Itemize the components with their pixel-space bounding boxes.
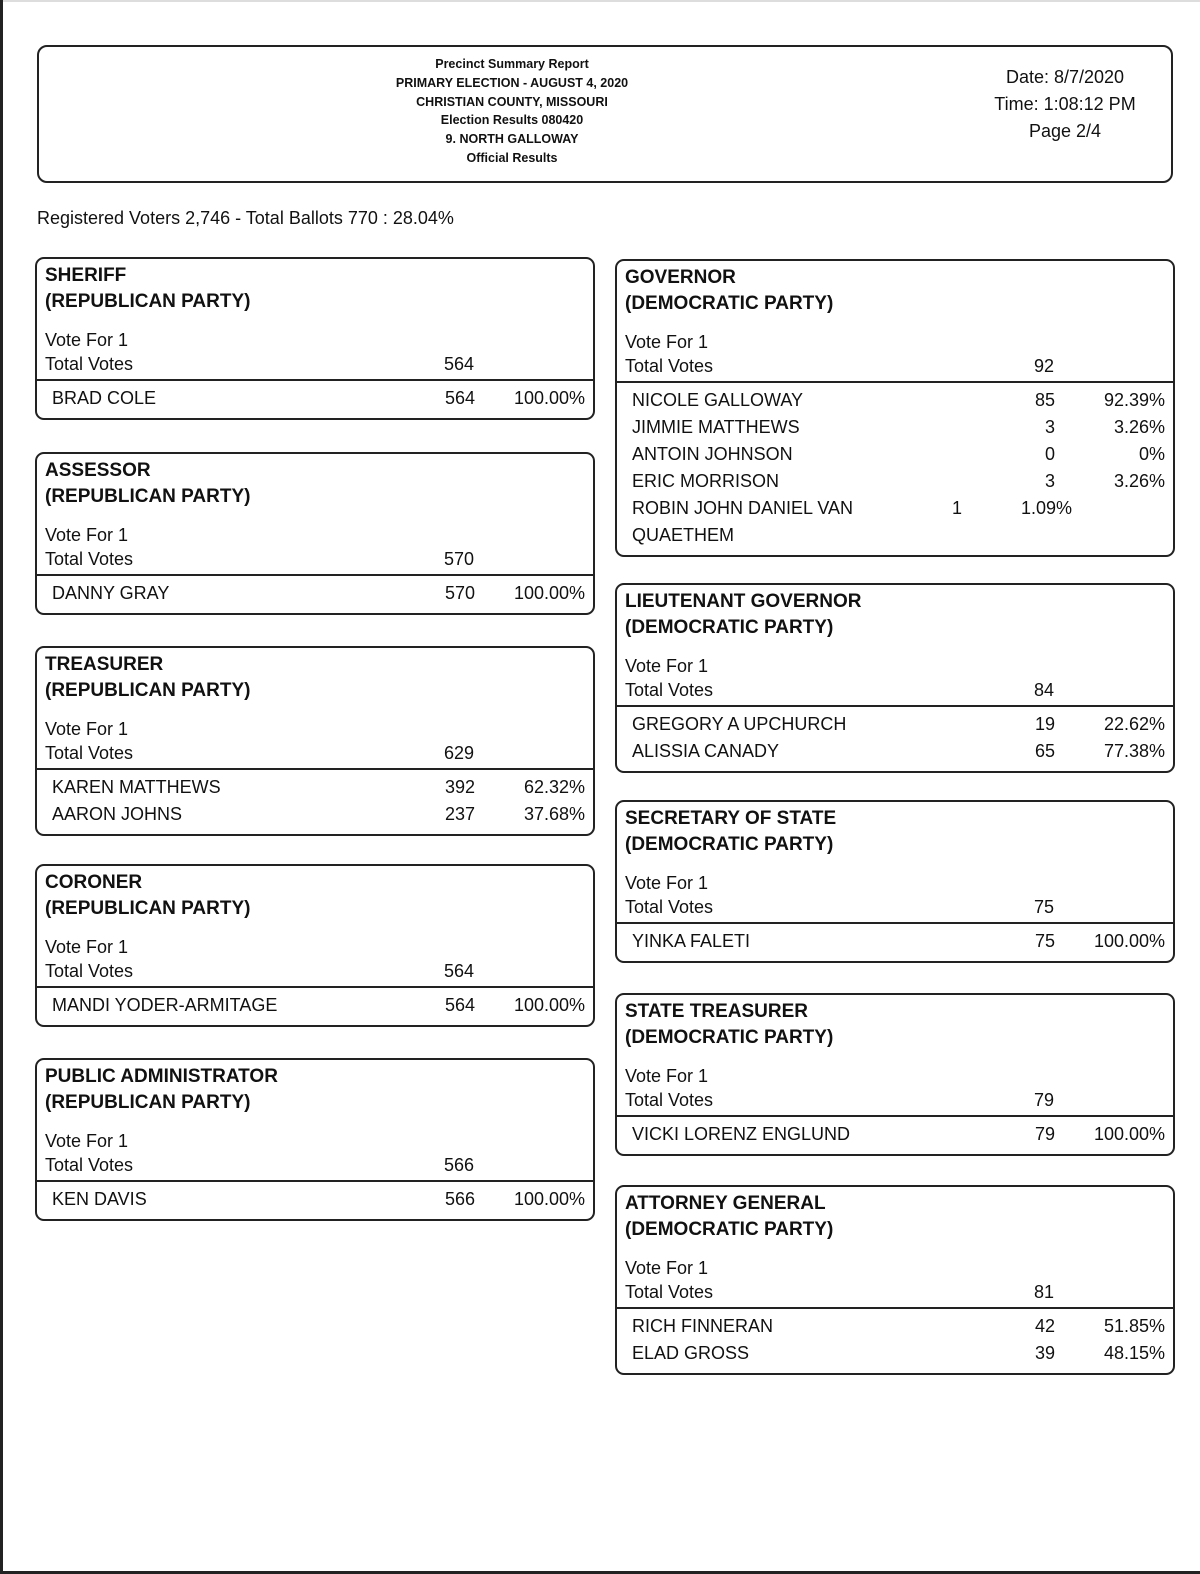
race-header xyxy=(617,802,1173,922)
race-title: SHERIFF xyxy=(45,265,127,286)
race-governor xyxy=(615,259,1175,557)
total-votes-row xyxy=(625,1279,1165,1307)
vote-for-label: Vote For 1 xyxy=(625,1258,709,1278)
scan-top-edge xyxy=(0,0,1200,2)
candidate-row xyxy=(632,928,1165,955)
candidate-percent: 100.00% xyxy=(1093,931,1165,951)
voter-summary: Registered Voters 2,746 - Total Ballots 770 : 28.04% xyxy=(37,208,454,228)
vote-for-label: Vote For 1 xyxy=(625,332,709,352)
candidate-votes: 564 xyxy=(444,995,475,1015)
race-header xyxy=(617,585,1173,705)
candidate-row xyxy=(52,992,585,1019)
vote-for-label: Vote For 1 xyxy=(45,1131,129,1151)
vote-for-label: Vote For 1 xyxy=(625,1066,709,1086)
candidate-list xyxy=(617,1309,1173,1373)
total-votes-value: 75 xyxy=(1033,897,1054,917)
candidate-votes: 3 xyxy=(1044,417,1055,437)
race-party: (REPUBLICAN PARTY) xyxy=(45,898,251,919)
total-votes-label: Total Votes xyxy=(45,743,134,763)
candidate-list xyxy=(37,1182,593,1219)
race-coroner xyxy=(35,864,595,1027)
race-party: (DEMOCRATIC PARTY) xyxy=(625,1027,834,1048)
candidate-votes: 3 xyxy=(1044,471,1055,491)
race-assessor xyxy=(35,452,595,615)
race-header xyxy=(617,1187,1173,1307)
candidate-votes: 392 xyxy=(444,777,475,797)
candidate-votes: 566 xyxy=(444,1189,475,1209)
candidate-votes: 75 xyxy=(1034,931,1055,951)
candidate-votes: 65 xyxy=(1034,741,1055,761)
candidate-name: ROBIN JOHN DANIEL VAN QUAETHEM xyxy=(632,498,854,545)
race-party: (DEMOCRATIC PARTY) xyxy=(625,293,834,314)
total-votes-value: 566 xyxy=(443,1155,474,1175)
total-votes-label: Total Votes xyxy=(45,549,134,569)
race-title: ASSESSOR xyxy=(45,460,151,481)
race-party: (REPUBLICAN PARTY) xyxy=(45,486,251,507)
candidate-votes: 564 xyxy=(444,388,475,408)
total-votes-row xyxy=(625,353,1165,381)
total-votes-row xyxy=(45,958,585,986)
total-votes-label: Total Votes xyxy=(625,1090,714,1110)
candidate-row xyxy=(52,801,585,828)
candidate-name: KEN DAVIS xyxy=(52,1189,147,1209)
candidate-percent: 92.39% xyxy=(1103,390,1165,410)
candidate-percent: 100.00% xyxy=(1093,1124,1165,1144)
candidate-percent: 100.00% xyxy=(513,995,585,1015)
total-votes-value: 564 xyxy=(443,961,474,981)
candidate-percent: 1.09% xyxy=(1020,498,1072,518)
vote-for-label: Vote For 1 xyxy=(625,656,709,676)
total-votes-label: Total Votes xyxy=(625,356,714,376)
vote-for-label: Vote For 1 xyxy=(45,330,129,350)
total-votes-row xyxy=(625,677,1165,705)
candidate-name: GREGORY A UPCHURCH xyxy=(632,714,847,734)
election-name: PRIMARY ELECTION - AUGUST 4, 2020 xyxy=(395,75,629,90)
candidate-list xyxy=(37,576,593,613)
county-name: CHRISTIAN COUNTY, MISSOURI xyxy=(416,94,608,109)
report-time: Time: 1:08:12 PM xyxy=(994,94,1136,114)
candidate-row xyxy=(52,385,585,412)
race-treasurer xyxy=(35,646,595,836)
vote-for-label: Vote For 1 xyxy=(625,873,709,893)
race-secretary-of-state xyxy=(615,800,1175,963)
total-votes-value: 92 xyxy=(1033,356,1054,376)
total-votes-row xyxy=(45,546,585,574)
total-votes-label: Total Votes xyxy=(625,1282,714,1302)
candidate-percent: 100.00% xyxy=(513,583,585,603)
total-votes-value: 79 xyxy=(1033,1090,1054,1110)
race-lieutenant-governor xyxy=(615,583,1175,773)
total-votes-label: Total Votes xyxy=(45,961,134,981)
candidate-percent: 3.26% xyxy=(1113,471,1165,491)
race-title: PUBLIC ADMINISTRATOR xyxy=(45,1066,278,1087)
candidate-percent: 22.62% xyxy=(1103,714,1165,734)
candidate-votes: 0 xyxy=(1044,444,1055,464)
report-title: Precinct Summary Report xyxy=(435,57,589,71)
vote-for-label: Vote For 1 xyxy=(45,937,129,957)
candidate-name: NICOLE GALLOWAY xyxy=(632,390,804,410)
race-party: (DEMOCRATIC PARTY) xyxy=(625,617,834,638)
candidate-name: VICKI LORENZ ENGLUND xyxy=(632,1124,851,1144)
race-party: (DEMOCRATIC PARTY) xyxy=(625,1219,834,1240)
candidate-percent: 37.68% xyxy=(523,804,585,824)
race-party: (REPUBLICAN PARTY) xyxy=(45,1092,251,1113)
race-header xyxy=(37,648,593,768)
candidate-votes: 42 xyxy=(1034,1316,1055,1336)
candidate-name: KAREN MATTHEWS xyxy=(52,777,221,797)
candidate-list xyxy=(617,707,1173,771)
total-votes-value: 84 xyxy=(1033,680,1054,700)
total-votes-label: Total Votes xyxy=(45,354,134,374)
candidate-name: ALISSIA CANADY xyxy=(632,741,780,761)
total-votes-value: 629 xyxy=(443,743,474,763)
candidate-row xyxy=(632,468,1165,495)
precinct-name: 9. NORTH GALLOWAY xyxy=(445,132,579,147)
candidate-percent: 77.38% xyxy=(1103,741,1165,761)
race-header xyxy=(37,1060,593,1180)
candidate-row xyxy=(632,441,1165,468)
candidate-percent: 0% xyxy=(1138,444,1165,464)
scan-left-edge xyxy=(0,0,3,1574)
race-title: STATE TREASURER xyxy=(625,1001,808,1022)
total-votes-row xyxy=(45,351,585,379)
candidate-percent: 48.15% xyxy=(1103,1343,1165,1363)
candidate-votes: 1 xyxy=(951,498,962,518)
candidate-percent: 3.26% xyxy=(1113,417,1165,437)
total-votes-label: Total Votes xyxy=(625,680,714,700)
race-header xyxy=(617,261,1173,381)
race-party: (DEMOCRATIC PARTY) xyxy=(625,834,834,855)
candidate-name: RICH FINNERAN xyxy=(632,1316,774,1336)
race-party: (REPUBLICAN PARTY) xyxy=(45,680,251,701)
candidate-row xyxy=(632,711,1165,738)
total-votes-value: 564 xyxy=(443,354,474,374)
total-votes-row xyxy=(625,1087,1165,1115)
candidate-list xyxy=(617,1117,1173,1154)
candidate-name: DANNY GRAY xyxy=(52,583,170,603)
candidate-votes: 237 xyxy=(444,804,475,824)
race-header xyxy=(37,259,593,379)
candidate-name: BRAD COLE xyxy=(52,388,157,408)
race-public-administrator xyxy=(35,1058,595,1221)
candidate-list xyxy=(37,770,593,834)
candidate-row xyxy=(632,1313,1165,1340)
candidate-row xyxy=(632,414,1165,441)
candidate-row xyxy=(632,387,1165,414)
race-attorney-general xyxy=(615,1185,1175,1375)
report-header xyxy=(37,45,1173,183)
candidate-votes: 19 xyxy=(1034,714,1055,734)
candidate-row xyxy=(632,1340,1165,1367)
candidate-votes: 570 xyxy=(444,583,475,603)
race-title: TREASURER xyxy=(45,654,164,675)
race-header xyxy=(37,454,593,574)
candidate-percent: 62.32% xyxy=(523,777,585,797)
candidate-percent: 100.00% xyxy=(513,1189,585,1209)
total-votes-row xyxy=(45,1152,585,1180)
candidate-name: JIMMIE MATTHEWS xyxy=(632,417,800,437)
vote-for-label: Vote For 1 xyxy=(45,525,129,545)
candidate-list xyxy=(37,381,593,418)
total-votes-value: 81 xyxy=(1033,1282,1054,1302)
candidate-name: ELAD GROSS xyxy=(632,1343,750,1363)
page-number: Page 2/4 xyxy=(1028,121,1102,141)
race-title: LIEUTENANT GOVERNOR xyxy=(625,591,862,612)
candidate-votes: 85 xyxy=(1034,390,1055,410)
candidate-row xyxy=(52,580,585,607)
candidate-row xyxy=(632,1121,1165,1148)
candidate-list xyxy=(617,383,1173,555)
race-title: SECRETARY OF STATE xyxy=(625,808,837,829)
race-title: CORONER xyxy=(45,872,143,893)
race-party: (REPUBLICAN PARTY) xyxy=(45,291,251,312)
results-status: Official Results xyxy=(466,150,558,165)
candidate-name: ERIC MORRISON xyxy=(632,471,780,491)
candidate-list xyxy=(617,924,1173,961)
candidate-row xyxy=(632,738,1165,765)
candidate-row xyxy=(52,774,585,801)
vote-for-label: Vote For 1 xyxy=(45,719,129,739)
total-votes-label: Total Votes xyxy=(45,1155,134,1175)
report-meta xyxy=(965,64,1165,145)
candidate-row xyxy=(52,1186,585,1213)
total-votes-label: Total Votes xyxy=(625,897,714,917)
candidate-percent: 51.85% xyxy=(1103,1316,1165,1336)
candidate-name: MANDI YODER-ARMITAGE xyxy=(52,995,278,1015)
total-votes-value: 570 xyxy=(443,549,474,569)
candidate-name: AARON JOHNS xyxy=(52,804,183,824)
race-header xyxy=(37,866,593,986)
race-title: ATTORNEY GENERAL xyxy=(625,1193,826,1214)
report-date: Date: 8/7/2020 xyxy=(1005,67,1125,87)
candidate-percent: 100.00% xyxy=(513,388,585,408)
total-votes-row xyxy=(625,894,1165,922)
race-title: GOVERNOR xyxy=(625,267,736,288)
total-votes-row xyxy=(45,740,585,768)
race-header xyxy=(617,995,1173,1115)
results-id: Election Results 080420 xyxy=(440,113,584,128)
candidate-name: YINKA FALETI xyxy=(632,931,751,951)
report-title-block xyxy=(39,55,985,168)
race-state-treasurer xyxy=(615,993,1175,1156)
candidate-name: ANTOIN JOHNSON xyxy=(632,444,793,464)
candidate-votes: 79 xyxy=(1034,1124,1055,1144)
candidate-votes: 39 xyxy=(1034,1343,1055,1363)
race-sheriff xyxy=(35,257,595,420)
candidate-row xyxy=(632,495,1165,549)
candidate-list xyxy=(37,988,593,1025)
